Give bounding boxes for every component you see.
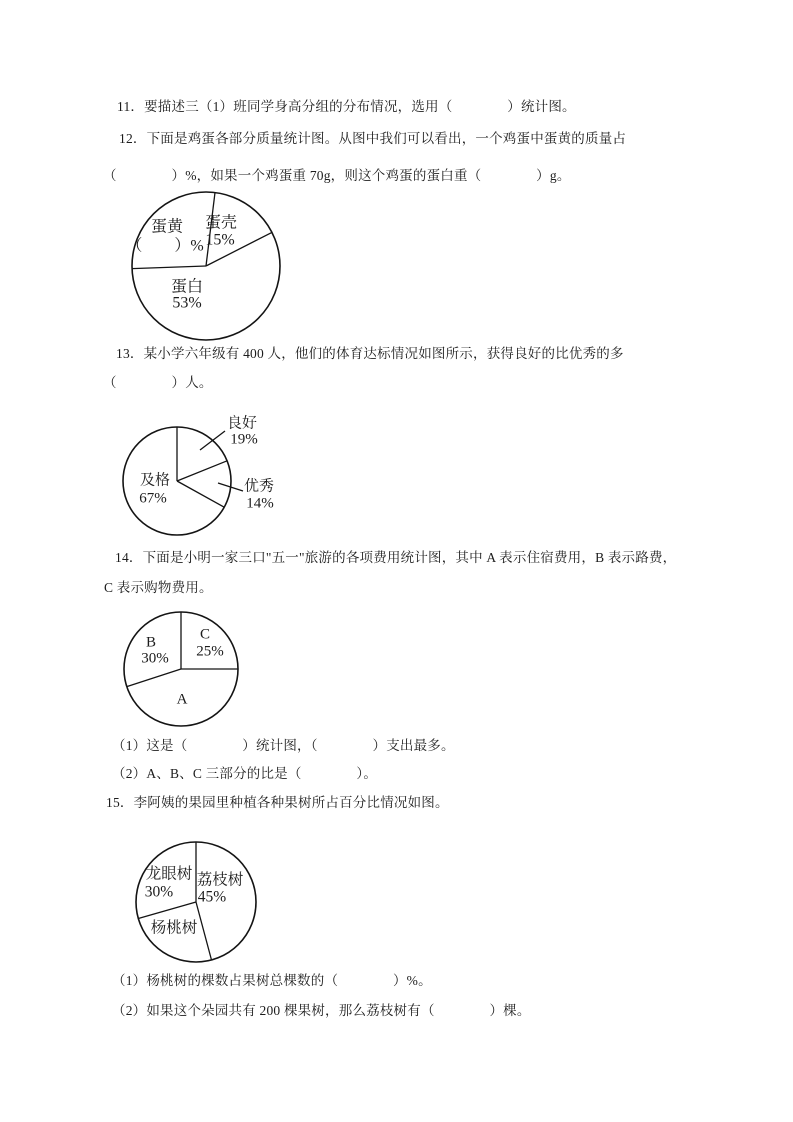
cost-c-pct: 25% [196, 643, 224, 660]
grade-good-label: 良好 [226, 415, 258, 432]
longan-tree-pct: 30% [144, 883, 174, 901]
question-11-text: 11．要描述三（1）班同学身高分组的分布情况，选用（ ）统计图。 [117, 99, 576, 114]
grade-excellent-label: 优秀 [243, 478, 275, 495]
egg-yolk-label: 蛋黄 [150, 218, 184, 236]
question-14-text-line2: C 表示购物费用。 [104, 580, 213, 595]
grade-pass-label: 及格 [139, 472, 171, 489]
egg-shell-label: 蛋壳 [204, 214, 238, 232]
cost-b-label: B [145, 634, 157, 651]
cost-a-label: A [176, 691, 188, 708]
grade-pass-pct: 67% [139, 490, 167, 507]
egg-pie-chart [120, 190, 292, 344]
question-15-sub2-text: （2）如果这个朵园共有 200 棵果树，那么荔枝树有（ ）棵。 [112, 1003, 531, 1018]
egg-white-pct: 53% [172, 294, 202, 312]
travel-cost-pie-svg [120, 608, 244, 730]
egg-pie-svg [120, 190, 292, 344]
question-13-text-line2: （ ）人。 [103, 375, 213, 390]
longan-tree-label: 龙眼树 [145, 865, 193, 883]
orchard-pie-chart [130, 836, 285, 970]
grade-good-pct: 19% [230, 431, 258, 448]
question-13-text-line1: 13．某小学六年级有 400 人，他们的体育达标情况如图所示，获得良好的比优秀的多 [116, 346, 624, 361]
question-12-text-line1: 12．下面是鸡蛋各部分质量统计图。从图中我们可以看出，一个鸡蛋中蛋黄的质量占 [119, 131, 627, 146]
question-15-text: 15．李阿姨的果园里种植各种果树所占百分比情况如图。 [106, 795, 449, 810]
question-15-sub1-text: （1）杨桃树的棵数占果树总棵数的（ ）%。 [112, 973, 432, 988]
grade-excellent-pct: 14% [246, 495, 274, 512]
egg-white-label: 蛋白 [170, 278, 204, 296]
carambola-tree-label: 杨桃树 [150, 919, 198, 937]
egg-shell-pct: 15% [205, 231, 235, 249]
question-14-text-line1: 14．下面是小明一家三口"五一"旅游的各项费用统计图，其中 A 表示住宿费用，B 表示路费， [115, 550, 677, 565]
travel-cost-pie-chart [120, 608, 244, 730]
lychee-tree-pct: 45% [197, 888, 227, 906]
cost-c-label: C [199, 626, 211, 643]
question-12-text-line2: （ ）%，如果一个鸡蛋重 70g，则这个鸡蛋的蛋白重（ ）g。 [103, 168, 571, 183]
pe-grade-pie-chart [115, 410, 287, 545]
question-14-sub2-text: （2）A、B、C 三部分的比是（ ）。 [112, 766, 378, 781]
cost-b-pct: 30% [141, 650, 169, 667]
lychee-tree-label: 荔枝树 [196, 871, 244, 889]
egg-yolk-pct-blank: （ ）% [126, 237, 204, 255]
question-14-sub1-text: （1）这是（ ）统计图，（ ）支出最多。 [112, 738, 455, 753]
